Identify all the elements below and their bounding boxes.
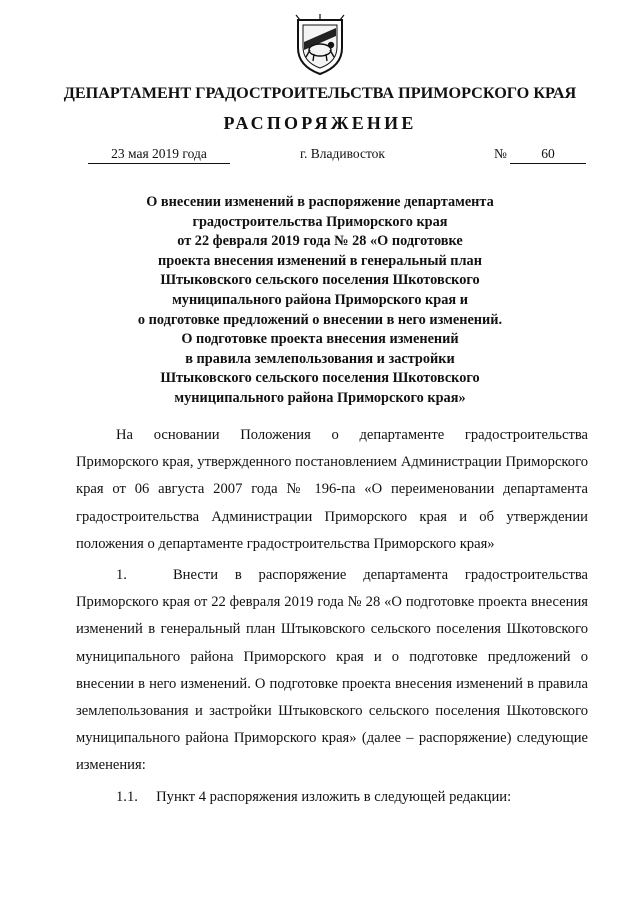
item-1-paragraph: 1. Внести в распоряжение департамента градостроительства Приморского края от 22 февраля 2019 года № 28 «О подготовке проекта внесения изменений в генеральный план Штыковского сельского поселения Шкотовского муниципального района Приморского края и о подготовке предложений о внесении в него изменений. О подготовке проекта внесения изменений в правила землепользования и застройки Штыковского сельского поселения Шкотовского муниципального района Приморского края» (далее – распоряжение) следующие изменения: — [76, 567, 588, 774]
document-body — [76, 422, 588, 811]
document-title — [100, 193, 540, 409]
title-line: О внесении изменений в распоряжение департамента — [146, 194, 494, 210]
item-1-1-paragraph: 1.1. Пункт 4 распоряжения изложить в следующей редакции: — [116, 788, 512, 805]
preamble-paragraph: На основании Положения о департаменте градостроительства Приморского края, утвержденного постановлением Администрации Приморского края от 06 августа 2007 года № 196-па «О переименовании департамента градостроительства Администрации Приморского края и об утверждении положения о департаменте градостроительства Приморского края» — [76, 427, 588, 552]
title-line: О подготовке проекта внесения изменений — [181, 331, 459, 348]
document-date: 23 мая 2019 года — [88, 146, 230, 164]
number-sign: № — [494, 146, 507, 161]
coat-of-arms-emblem — [292, 12, 348, 76]
title-line: в правила землепользования и застройки — [185, 350, 455, 367]
department-name: ДЕПАРТАМЕНТ ГРАДОСТРОИТЕЛЬСТВА ПРИМОРСКОГО КРАЯ — [63, 84, 577, 102]
title-line: градостроительства Приморского края — [192, 213, 448, 230]
title-line: от 22 февраля 2019 года № 28 «О подготовке — [177, 233, 463, 250]
title-line: Штыковского сельского поселения Шкотовского — [160, 272, 480, 289]
title-line: Штыковского сельского поселения Шкотовского — [160, 370, 480, 387]
document-type: РАСПОРЯЖЕНИЕ — [223, 113, 417, 133]
title-line: муниципального района Приморского края и — [172, 291, 468, 308]
title-line: проекта внесения изменений в генеральный план — [158, 252, 482, 269]
title-line: муниципального района Приморского края» — [174, 389, 466, 406]
document-city: г. Владивосток — [300, 146, 385, 161]
document-number: 60 — [510, 146, 586, 164]
title-line: о подготовке предложений о внесении в него изменений. — [137, 311, 503, 328]
